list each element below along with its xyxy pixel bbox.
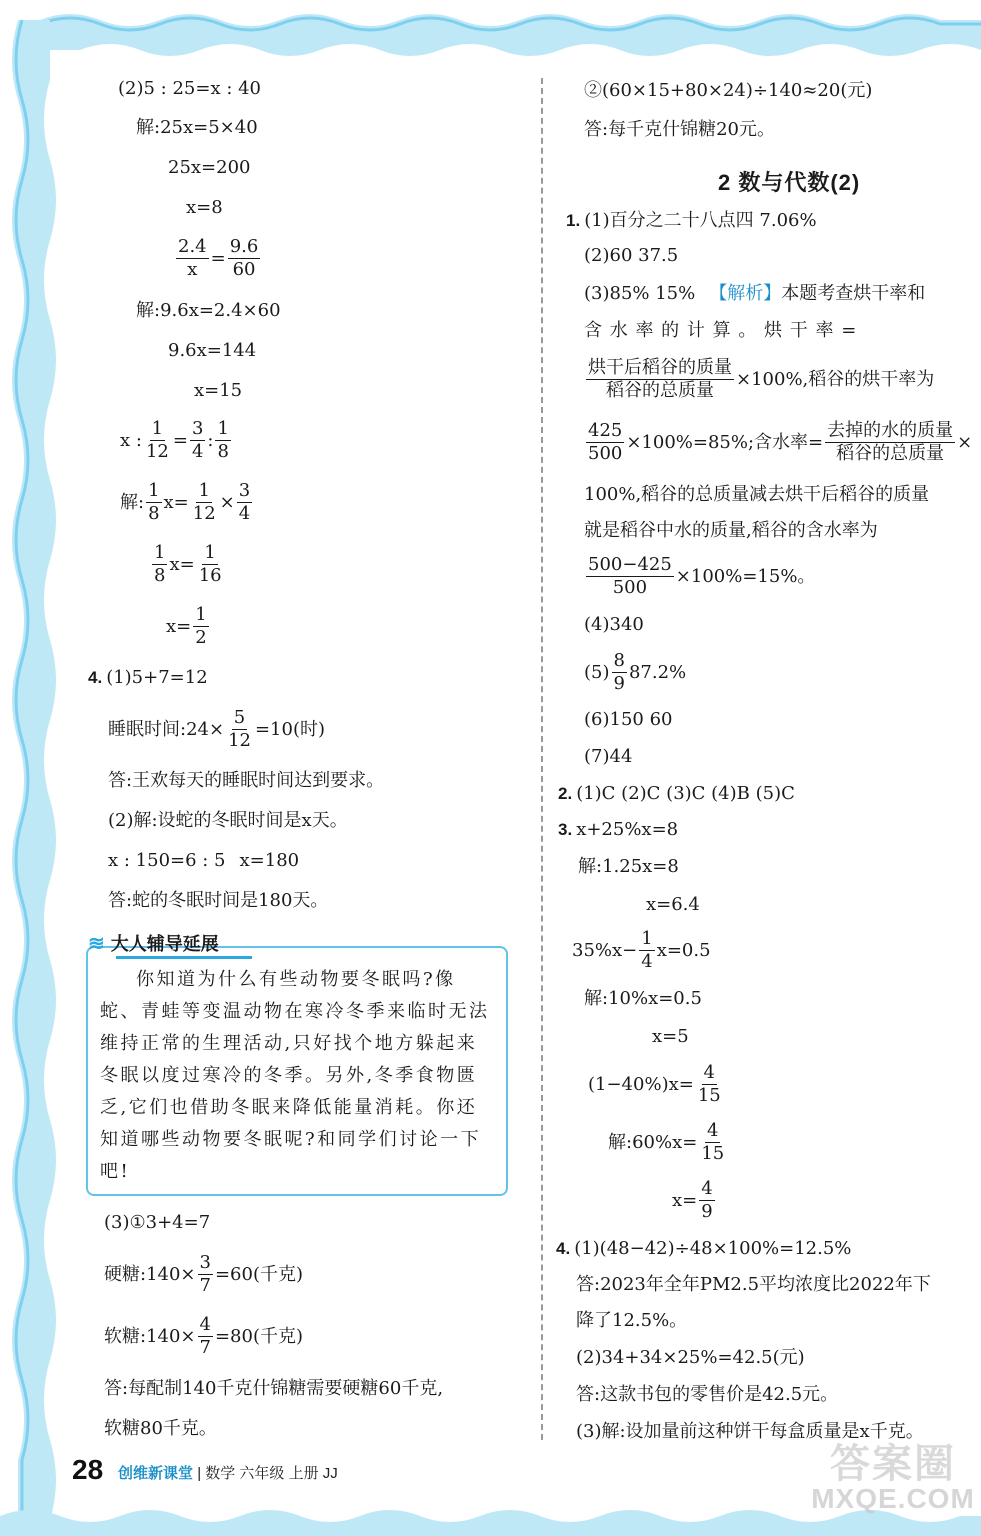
wave-icon: ≋ <box>88 932 103 955</box>
left-line-5: $\frac{2.4}{x}$ = $\frac{9.6}{60}$ <box>178 236 259 280</box>
question-4-part-1: 4. (1)5+7=12 <box>88 667 208 688</box>
q1-part-5: $\frac{\text{烘干后稻谷的质量}}{\text{稻谷的总质量}}$ ×100%,稻谷的烘干率为 <box>588 357 935 401</box>
question-4-part-3: (3)①3+4=7 <box>104 1212 211 1233</box>
answer-candy-1: 答:每配制140千克什锦糖需要硬糖60千克, <box>104 1378 444 1399</box>
q3-part-5: 解:10%x=0.5 <box>584 988 702 1009</box>
sleep-time-line: 睡眠时间:24× $\frac{5}{12}$ =10(时) <box>108 707 325 751</box>
right-line-2: 答:每千克什锦糖20元。 <box>584 119 775 140</box>
extension-heading: ≋ 大人辅导延展 <box>88 930 219 956</box>
left-line-8: x=15 <box>194 380 243 401</box>
q3-part-1: 3. x+25%x=8 <box>558 819 679 840</box>
top-wave-border <box>0 0 981 60</box>
watermark-logo: 答案圈 MXQE.COM <box>811 1442 975 1514</box>
q1-part-2: (2)60 37.5 <box>584 245 679 266</box>
left-line-9: x : $\frac{1}{12}$ = $\frac{3}{4}$ : $\frac{1}{8}$ <box>120 418 229 462</box>
q1-part-1: 1. (1)百分之二十八点四 7.06% <box>566 210 817 231</box>
q1-part-7: 100%,稻谷的总质量减去烘干后稻谷的质量 <box>584 484 930 505</box>
left-line-3: 25x=200 <box>168 157 251 178</box>
q4-answer-1a: 答:2023年全年PM2.5平均浓度比2022年下 <box>576 1274 931 1295</box>
q1-part-9: $\frac{500-425}{500}$ ×100%=15%。 <box>588 554 816 598</box>
left-line-11: $\frac{1}{8}$ x= $\frac{1}{16}$ <box>154 542 222 586</box>
column-divider <box>541 78 543 1440</box>
q4-answer-2: 答:这款书包的零售价是42.5元。 <box>576 1384 839 1405</box>
q3-part-6: x=5 <box>652 1026 689 1047</box>
q1-part-13: (7)44 <box>584 746 633 767</box>
q3-part-3: x=6.4 <box>646 894 700 915</box>
q4-answer-1b: 降了12.5%。 <box>576 1310 688 1331</box>
q1-part-6: $\frac{425}{500}$ ×100%=85%;含水率= $\frac{\text{去掉的水的质量}}{\text{稻谷的总质量}}$ × <box>588 420 973 464</box>
page-number: 28 <box>72 1454 104 1485</box>
q1-part-3: (3)85% 15% 【解析】 本题考查烘干率和 <box>584 283 926 304</box>
left-line-6: 解:9.6x=2.4×60 <box>136 300 281 321</box>
extension-text: 你知道为什么有些动物要冬眠吗?像蛇、青蛙等变温动物在寒冷冬季来临时无法维持正常的生理活动,只好找个地方躲起来冬眠以度过寒冷的冬季。另外,冬季食物匮乏,它们也借助冬眠来降低能量消耗。你还知道哪些动物要冬眠呢?和同学们讨论一下吧! <box>100 969 490 1182</box>
q1-part-10: (4)340 <box>584 614 644 635</box>
left-line-10: 解: $\frac{1}{8}$ x= $\frac{1}{12}$ × $\frac{3}{4}$ <box>120 480 251 524</box>
q1-part-4: 含 水 率 的 计 算 。 烘 干 率 = <box>584 320 858 341</box>
answer-snake: 答:蛇的冬眠时间是180天。 <box>108 890 329 911</box>
q3-part-7: (1−40%)x= $\frac{4}{15}$ <box>588 1062 721 1106</box>
q3-part-4: 35%x− $\frac{1}{4}$ x=0.5 <box>572 928 711 972</box>
q4-part-3: (3)解:设加量前这种饼干每盒质量是x千克。 <box>576 1421 924 1442</box>
q1-part-11: (5) $\frac{8}{9}$ 87.2% <box>584 650 687 694</box>
q1-part-8: 就是稻谷中水的质量,稻谷的含水率为 <box>584 520 878 541</box>
book-info: 创维新课堂 | 数学 六年级 上册 JJ <box>118 1465 338 1482</box>
snake-equation: x : 150=6 : 5 x=180 <box>108 850 300 871</box>
answer-sleep: 答:王欢每天的睡眠时间达到要求。 <box>108 770 385 791</box>
q3-part-2: 解:1.25x=8 <box>578 856 679 877</box>
left-line-12: x= $\frac{1}{2}$ <box>166 604 207 648</box>
q2: 2. (1)C (2)C (3)C (4)B (5)C <box>558 783 795 804</box>
left-line-7: 9.6x=144 <box>168 340 257 361</box>
left-wave-border <box>0 0 70 1536</box>
answer-candy-2: 软糖80千克。 <box>104 1418 217 1439</box>
left-line-4: x=8 <box>186 197 223 218</box>
q3-part-9: x= $\frac{4}{9}$ <box>672 1178 713 1222</box>
right-line-1: ②(60×15+80×24)÷140≈20(元) <box>584 80 873 101</box>
hard-candy-line: 硬糖:140× $\frac{3}{7}$ =60(千克) <box>104 1252 303 1296</box>
left-line-1: (2)5 : 25=x : 40 <box>118 78 262 99</box>
q4-part-1: 4. (1)(48−42)÷48×100%=12.5% <box>556 1238 852 1259</box>
brand-name: 创维新课堂 <box>118 1465 194 1482</box>
soft-candy-line: 软糖:140× $\frac{4}{7}$ =80(千克) <box>104 1314 303 1358</box>
question-4-part-2: (2)解:设蛇的冬眠时间是x天。 <box>108 810 348 831</box>
q3-part-8: 解:60%x= $\frac{4}{15}$ <box>608 1120 725 1164</box>
left-line-2: 解:25x=5×40 <box>136 117 258 138</box>
q1-part-12: (6)150 60 <box>584 709 673 730</box>
section-title: 2 数与代数(2) <box>718 170 861 195</box>
q4-part-2: (2)34+34×25%=42.5(元) <box>576 1347 805 1368</box>
